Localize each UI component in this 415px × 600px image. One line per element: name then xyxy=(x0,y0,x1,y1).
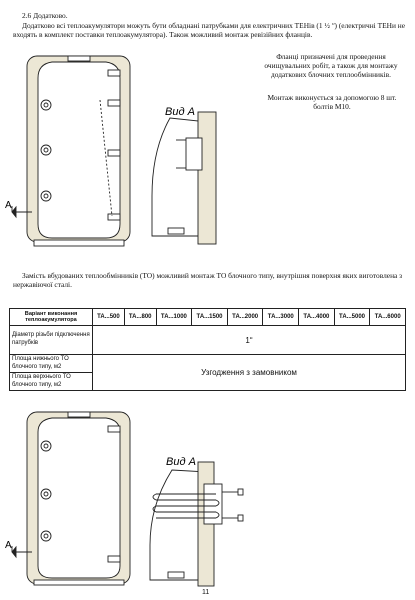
column-header: ТА...5000 xyxy=(334,309,370,326)
column-header: ТА...1000 xyxy=(156,309,192,326)
row-label: Площа верхнього ТО блочного типу, м2 xyxy=(10,373,93,391)
arrow-label: А xyxy=(5,540,12,551)
column-header: ТА...1500 xyxy=(192,309,228,326)
flange-note: Фланці призначені для проведення очищувальних робіт, а також для монтажу додаткових блочних теплообмінників. xyxy=(264,52,398,80)
page-number: 11 xyxy=(202,589,210,596)
column-header: ТА...4000 xyxy=(299,309,335,326)
arrow-label: А xyxy=(5,200,12,211)
section-title: 2.6 Додатково. xyxy=(22,11,68,20)
column-header: ТА...6000 xyxy=(370,309,406,326)
heat-exchanger-paragraph: Замість вбудованих теплообмінників (ТО) можливий монтаж ТО блочного типу, внутрішня поверхня яких виготовлена з нержавіючої сталі. xyxy=(13,271,403,290)
corner-header: Варіант виконання теплоакумулятора xyxy=(10,309,93,326)
cell-value: 1ʺ xyxy=(93,326,406,355)
cell-value: Узгодження з замовником xyxy=(93,355,406,391)
view-label: Вид А xyxy=(165,106,195,118)
intro-paragraph: Додатково всі теплоакумулятори можуть бути обладнані патрубками для електричних ТЕНів (1 ½ ʺ) (електричні ТЕНи не входять в комплект поставки теплоакумулятора). Також можливий монтаж ревізійних фланців. xyxy=(13,21,405,40)
column-header: ТА...3000 xyxy=(263,309,299,326)
column-header: ТА...800 xyxy=(124,309,156,326)
row-label: Діаметр різьби підключення патрубків xyxy=(10,326,93,355)
column-header: ТА...500 xyxy=(93,309,125,326)
row-label: Площа нижнього ТО блочного типу, м2 xyxy=(10,355,93,373)
mount-note: Монтаж виконується за допомогою 8 шт. болтів М10. xyxy=(267,93,397,112)
view-label: Вид А xyxy=(166,456,196,468)
column-header: ТА...2000 xyxy=(227,309,263,326)
